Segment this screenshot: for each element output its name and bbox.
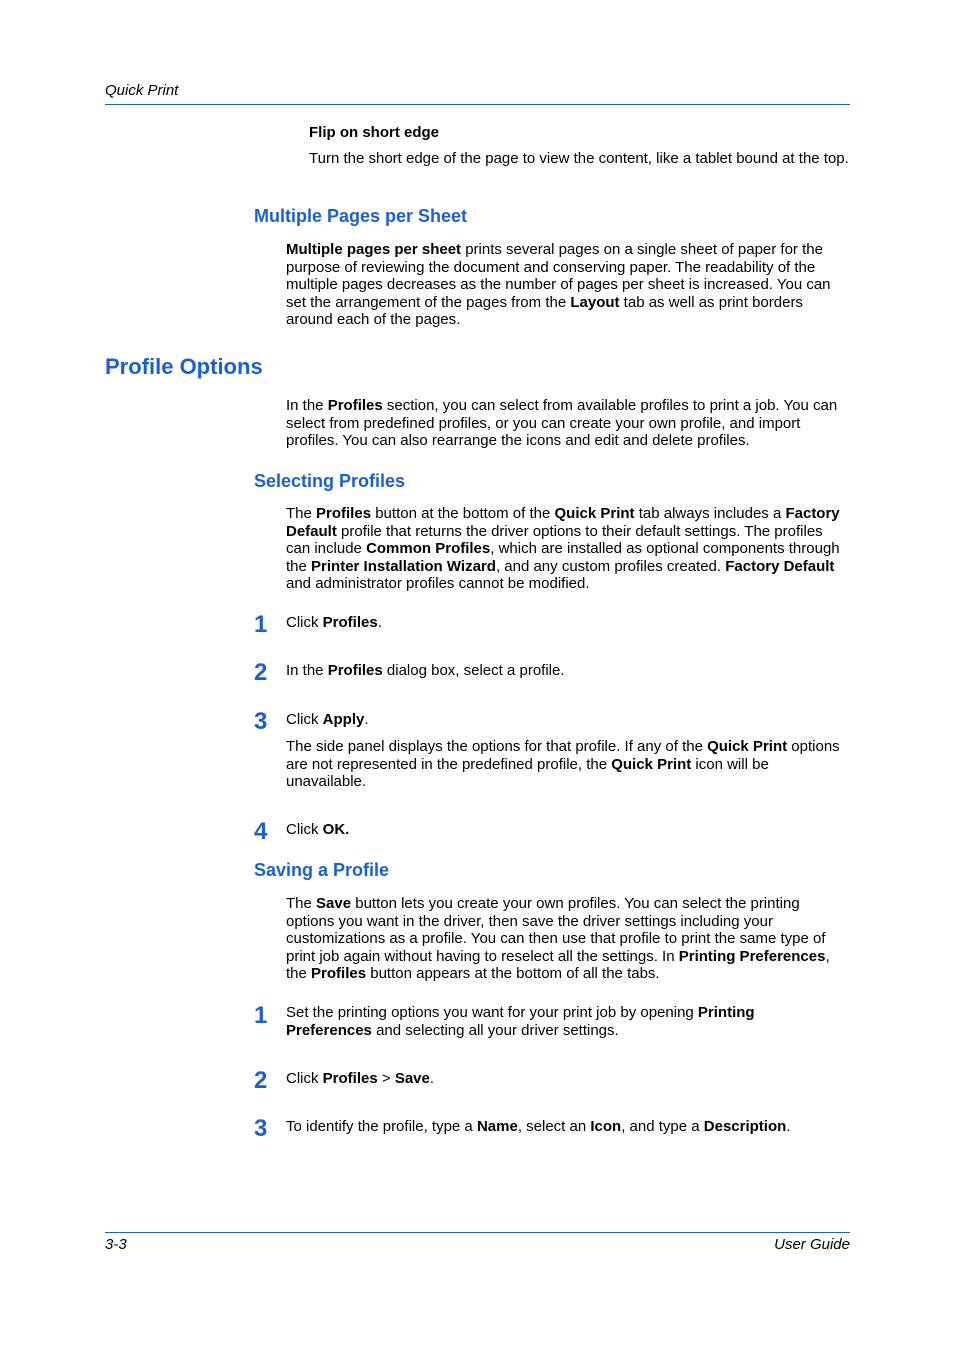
bold-term: Profiles (322, 1070, 378, 1087)
flip-heading: Flip on short edge (309, 124, 439, 141)
bold-term: Description (703, 1118, 787, 1135)
step-number: 2 (254, 1067, 268, 1094)
flip-text: Turn the short edge of the page to view the content, like a tablet bound at the top. (309, 150, 849, 167)
step-text: Click Profiles. (286, 614, 382, 631)
saving-profile-heading: Saving a Profile (254, 860, 390, 880)
step-text: Set the printing options you want for your print job by opening Printing Preferences and selecting all your driver settings. (286, 1004, 755, 1039)
bold-term: Quick Print (554, 505, 635, 522)
step-number: 1 (254, 611, 268, 638)
step-text: Click Apply. (286, 711, 369, 728)
bold-term: Profiles (311, 965, 367, 983)
bold-term: Multiple pages per sheet (286, 241, 462, 258)
multiple-pages-text: Multiple pages per sheet prints several pages on a single sheet of paper for the purpose of reviewing the document and conserving paper. The readability of the multiple pages decreases as the number of pages per sheet is increased. You can set the arrangement of the pages from the Layout tab as well as print borders around each of the pages. (286, 241, 831, 329)
bold-term: Save (394, 1070, 430, 1087)
bold-term: Icon (590, 1118, 622, 1135)
bold-term: Quick Print (707, 738, 788, 755)
bold-term: Factory Default (286, 505, 840, 540)
bold-term: Common Profiles (366, 540, 491, 558)
bold-term: Profiles (316, 505, 372, 522)
bold-term: Printer Installation Wizard (311, 557, 496, 575)
bold-term: Quick Print (611, 755, 692, 773)
bold-term: Profiles (327, 397, 383, 414)
selecting-profiles-heading: Selecting Profiles (254, 471, 406, 491)
footer-rule (105, 1232, 850, 1233)
saving-profile-text: The Save button lets you create your own profiles. You can select the printing options you want in the driver, then save the driver settings including your customizations as a profile. You can then use that profile to print the same type of print job again without having to reselect all the settings. In Printing Preferences, the Profiles button appears at the bottom of all the tabs. (286, 895, 830, 983)
step-text: In the Profiles dialog box, select a profile. (286, 662, 565, 679)
bold-term: Name (476, 1118, 518, 1135)
profile-options-text: In the Profiles section, you can select from available profiles to print a job. You can select from predefined profiles, or you can create your own profile, and import profiles. You can also rearrange the icons and edit and delete profiles. (286, 397, 838, 450)
profile-options-heading: Profile Options (105, 354, 263, 379)
bold-term: Layout (570, 293, 620, 311)
bold-term: OK. (322, 821, 350, 838)
bold-term: Profiles (327, 662, 383, 679)
step-text: Click Profiles > Save. (286, 1070, 435, 1087)
multiple-pages-heading: Multiple Pages per Sheet (254, 206, 468, 226)
footer-doc-title: User Guide (774, 1236, 850, 1253)
step-note: The side panel displays the options for that profile. If any of the Quick Print options are not represented in the predefined profile, the Quick Print icon will be unavailable. (286, 738, 840, 791)
step-text: To identify the profile, type a Name, select an Icon, and type a Description. (286, 1118, 791, 1135)
step-number: 4 (254, 818, 268, 845)
bold-term: Printing Preferences (286, 1004, 755, 1039)
step-number: 3 (254, 708, 268, 735)
bold-term: Save (316, 895, 352, 912)
step-number: 2 (254, 659, 268, 686)
page-number: 3-3 (105, 1236, 127, 1253)
bold-term: Printing Preferences (678, 947, 826, 965)
step-number: 1 (254, 1002, 268, 1029)
bold-term: Profiles (322, 614, 378, 631)
selecting-profiles-text: The Profiles button at the bottom of the Quick Print tab always includes a Factory Default profile that returns the driver options to their default settings. The profiles can include Common Profiles, which are installed as optional components through the Printer Installation Wizard, and any custom profiles created. Factory Default and administrator profiles cannot be modified. (286, 505, 840, 593)
step-number: 3 (254, 1115, 268, 1142)
bold-term: Factory Default (725, 557, 835, 575)
running-header: Quick Print (105, 82, 179, 99)
bold-term: Apply (322, 711, 365, 728)
step-text: Click OK. (286, 821, 350, 838)
header-rule (105, 104, 850, 105)
